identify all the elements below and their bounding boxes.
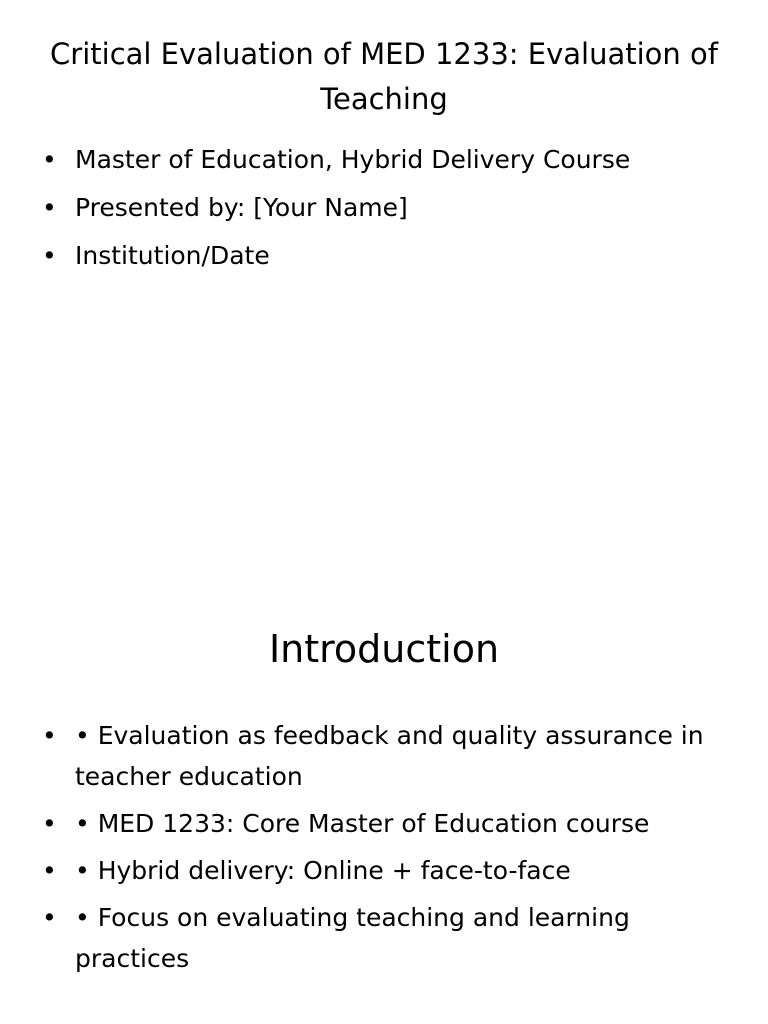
bullet-item xyxy=(42,897,732,979)
bullet-text: Master of Education, Hybrid Delivery Course xyxy=(75,145,631,174)
bullet-marker: • xyxy=(42,241,57,270)
bullet-item xyxy=(42,803,732,844)
bullet-marker: • xyxy=(42,809,57,838)
slide-introduction-bullet-list xyxy=(42,715,732,985)
bullet-text: • Focus on evaluating teaching and learning practices xyxy=(75,903,630,973)
bullet-marker: • xyxy=(42,145,57,174)
bullet-text: • Evaluation as feedback and quality assurance in teacher education xyxy=(75,721,704,791)
slide-introduction-heading: Introduction xyxy=(268,627,500,671)
bullet-marker: • xyxy=(42,721,57,750)
bullet-text: Presented by: [Your Name] xyxy=(75,193,408,222)
bullet-marker: • xyxy=(42,856,57,885)
bullet-item xyxy=(42,235,732,277)
slide-title-heading: Critical Evaluation of MED 1233: Evaluation of Teaching xyxy=(50,37,718,116)
bullet-text: • MED 1233: Core Master of Education course xyxy=(75,809,650,838)
bullet-item xyxy=(42,139,732,181)
bullet-text: • Hybrid delivery: Online + face-to-face xyxy=(75,856,571,885)
bullet-marker: • xyxy=(42,903,57,932)
bullet-text: Institution/Date xyxy=(75,241,270,270)
slide-title-bullet-list xyxy=(42,139,732,283)
slide-introduction xyxy=(0,512,768,1024)
bullet-item xyxy=(42,850,732,891)
bullet-item xyxy=(42,715,732,797)
bullet-marker: • xyxy=(42,193,57,222)
bullet-item xyxy=(42,187,732,229)
